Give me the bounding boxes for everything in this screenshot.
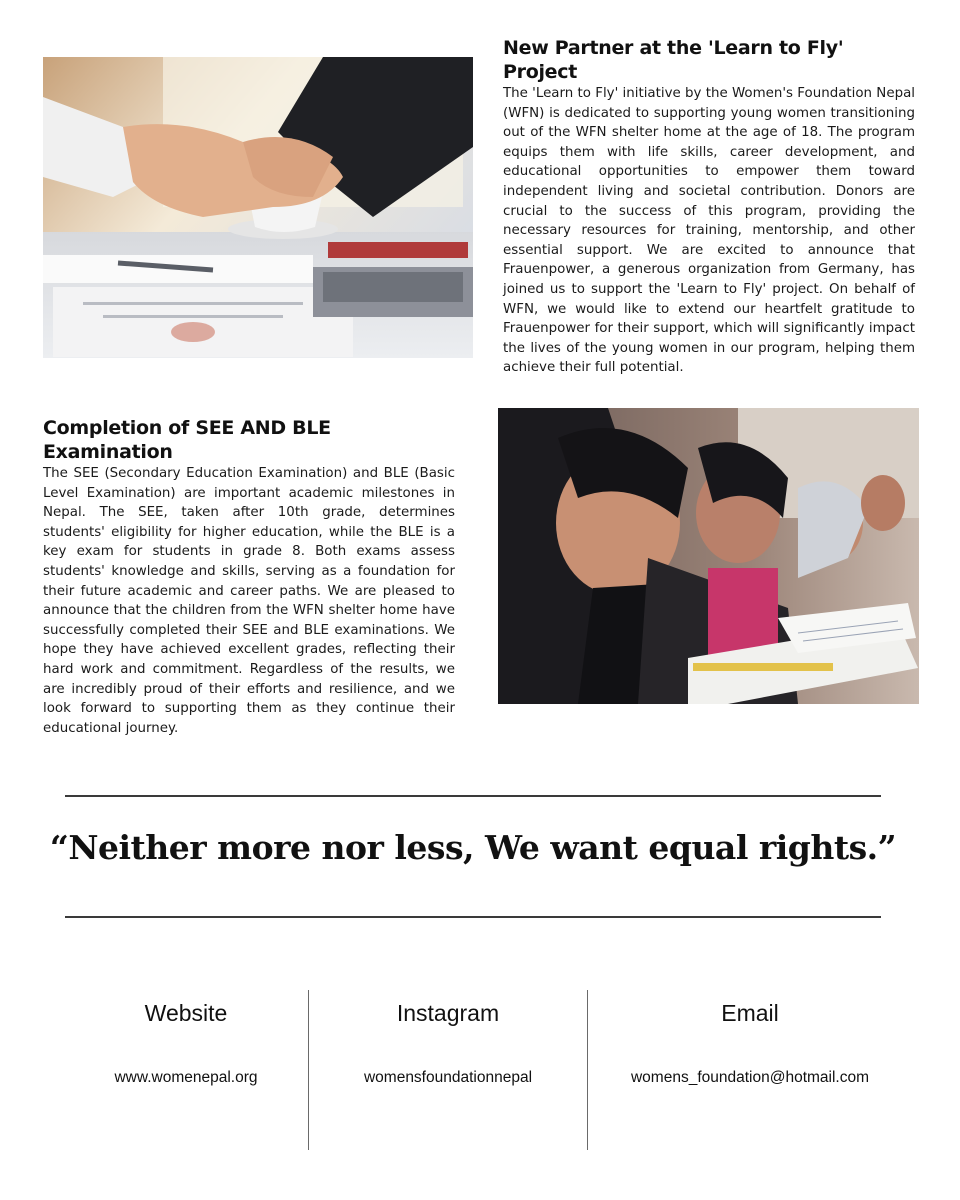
- handshake-photo: [43, 57, 473, 358]
- website-link[interactable]: www.womenepal.org: [114, 1069, 258, 1086]
- email-link[interactable]: womens_foundation@hotmail.com: [630, 1069, 870, 1086]
- article-body: The SEE (Secondary Education Examination) and BLE (Basic Level Examination) are important academic milestones in Nepal. The SEE, taken after 10th grade, determines students' eligibility for higher education, while the BLE is a key exam for students in grade 8. Both exams assess students' knowledge and skills, serving as a foundation for their future academic and career paths. We are pleased to announce that the children from the WFN shelter home have successfully completed their SEE and BLE examinations. We hope they have achieved excellent grades, reflecting their hard work and commitment. Regardless of the results, we are incredibly proud of their efforts and resilience, and we look forward to supporting them as they continue their educational journey.: [43, 466, 455, 736]
- students-exam-photo: [498, 408, 919, 704]
- contact-heading: Instagram: [396, 1000, 500, 1026]
- article-see-ble-exam: [43, 416, 455, 738]
- contact-heading: Email: [721, 1000, 779, 1026]
- article-body: The 'Learn to Fly' initiative by the Women's Foundation Nepal (WFN) is dedicated to supporting young women transitioning out of the WFN shelter home at the age of 18. The program equips them with life skills, career development, and educational opportunities to empower them toward independent living and societal contribution. Donors are crucial to the success of this program, providing the necessary resources for training, mentorship, and other essential support. We are excited to announce that Frauenpower, a generous organization from Germany, has joined us to support the 'Learn to Fly' project. On behalf of WFN, we would like to extend our heartfelt gratitude to Frauenpower for their support, which will significantly impact the lives of the young women in our program, helping them achieve their full potential.: [503, 86, 915, 376]
- contact-website: [60, 1000, 312, 1087]
- instagram-link[interactable]: womensfoundationnepal: [363, 1069, 533, 1086]
- quote-top-divider: [65, 795, 881, 797]
- equal-rights-quote: “Neither more nor less, We want equal rights.”: [49, 828, 897, 867]
- article-title: Completion of SEE AND BLE Examination: [43, 417, 331, 463]
- article-learn-to-fly: [503, 36, 915, 378]
- contact-divider: [587, 990, 588, 1150]
- contact-email: [600, 1000, 900, 1087]
- contact-heading: Website: [144, 1000, 228, 1026]
- contact-instagram: [320, 1000, 576, 1087]
- quote-bottom-divider: [65, 916, 881, 918]
- article-title: New Partner at the 'Learn to Fly' Project: [503, 37, 844, 83]
